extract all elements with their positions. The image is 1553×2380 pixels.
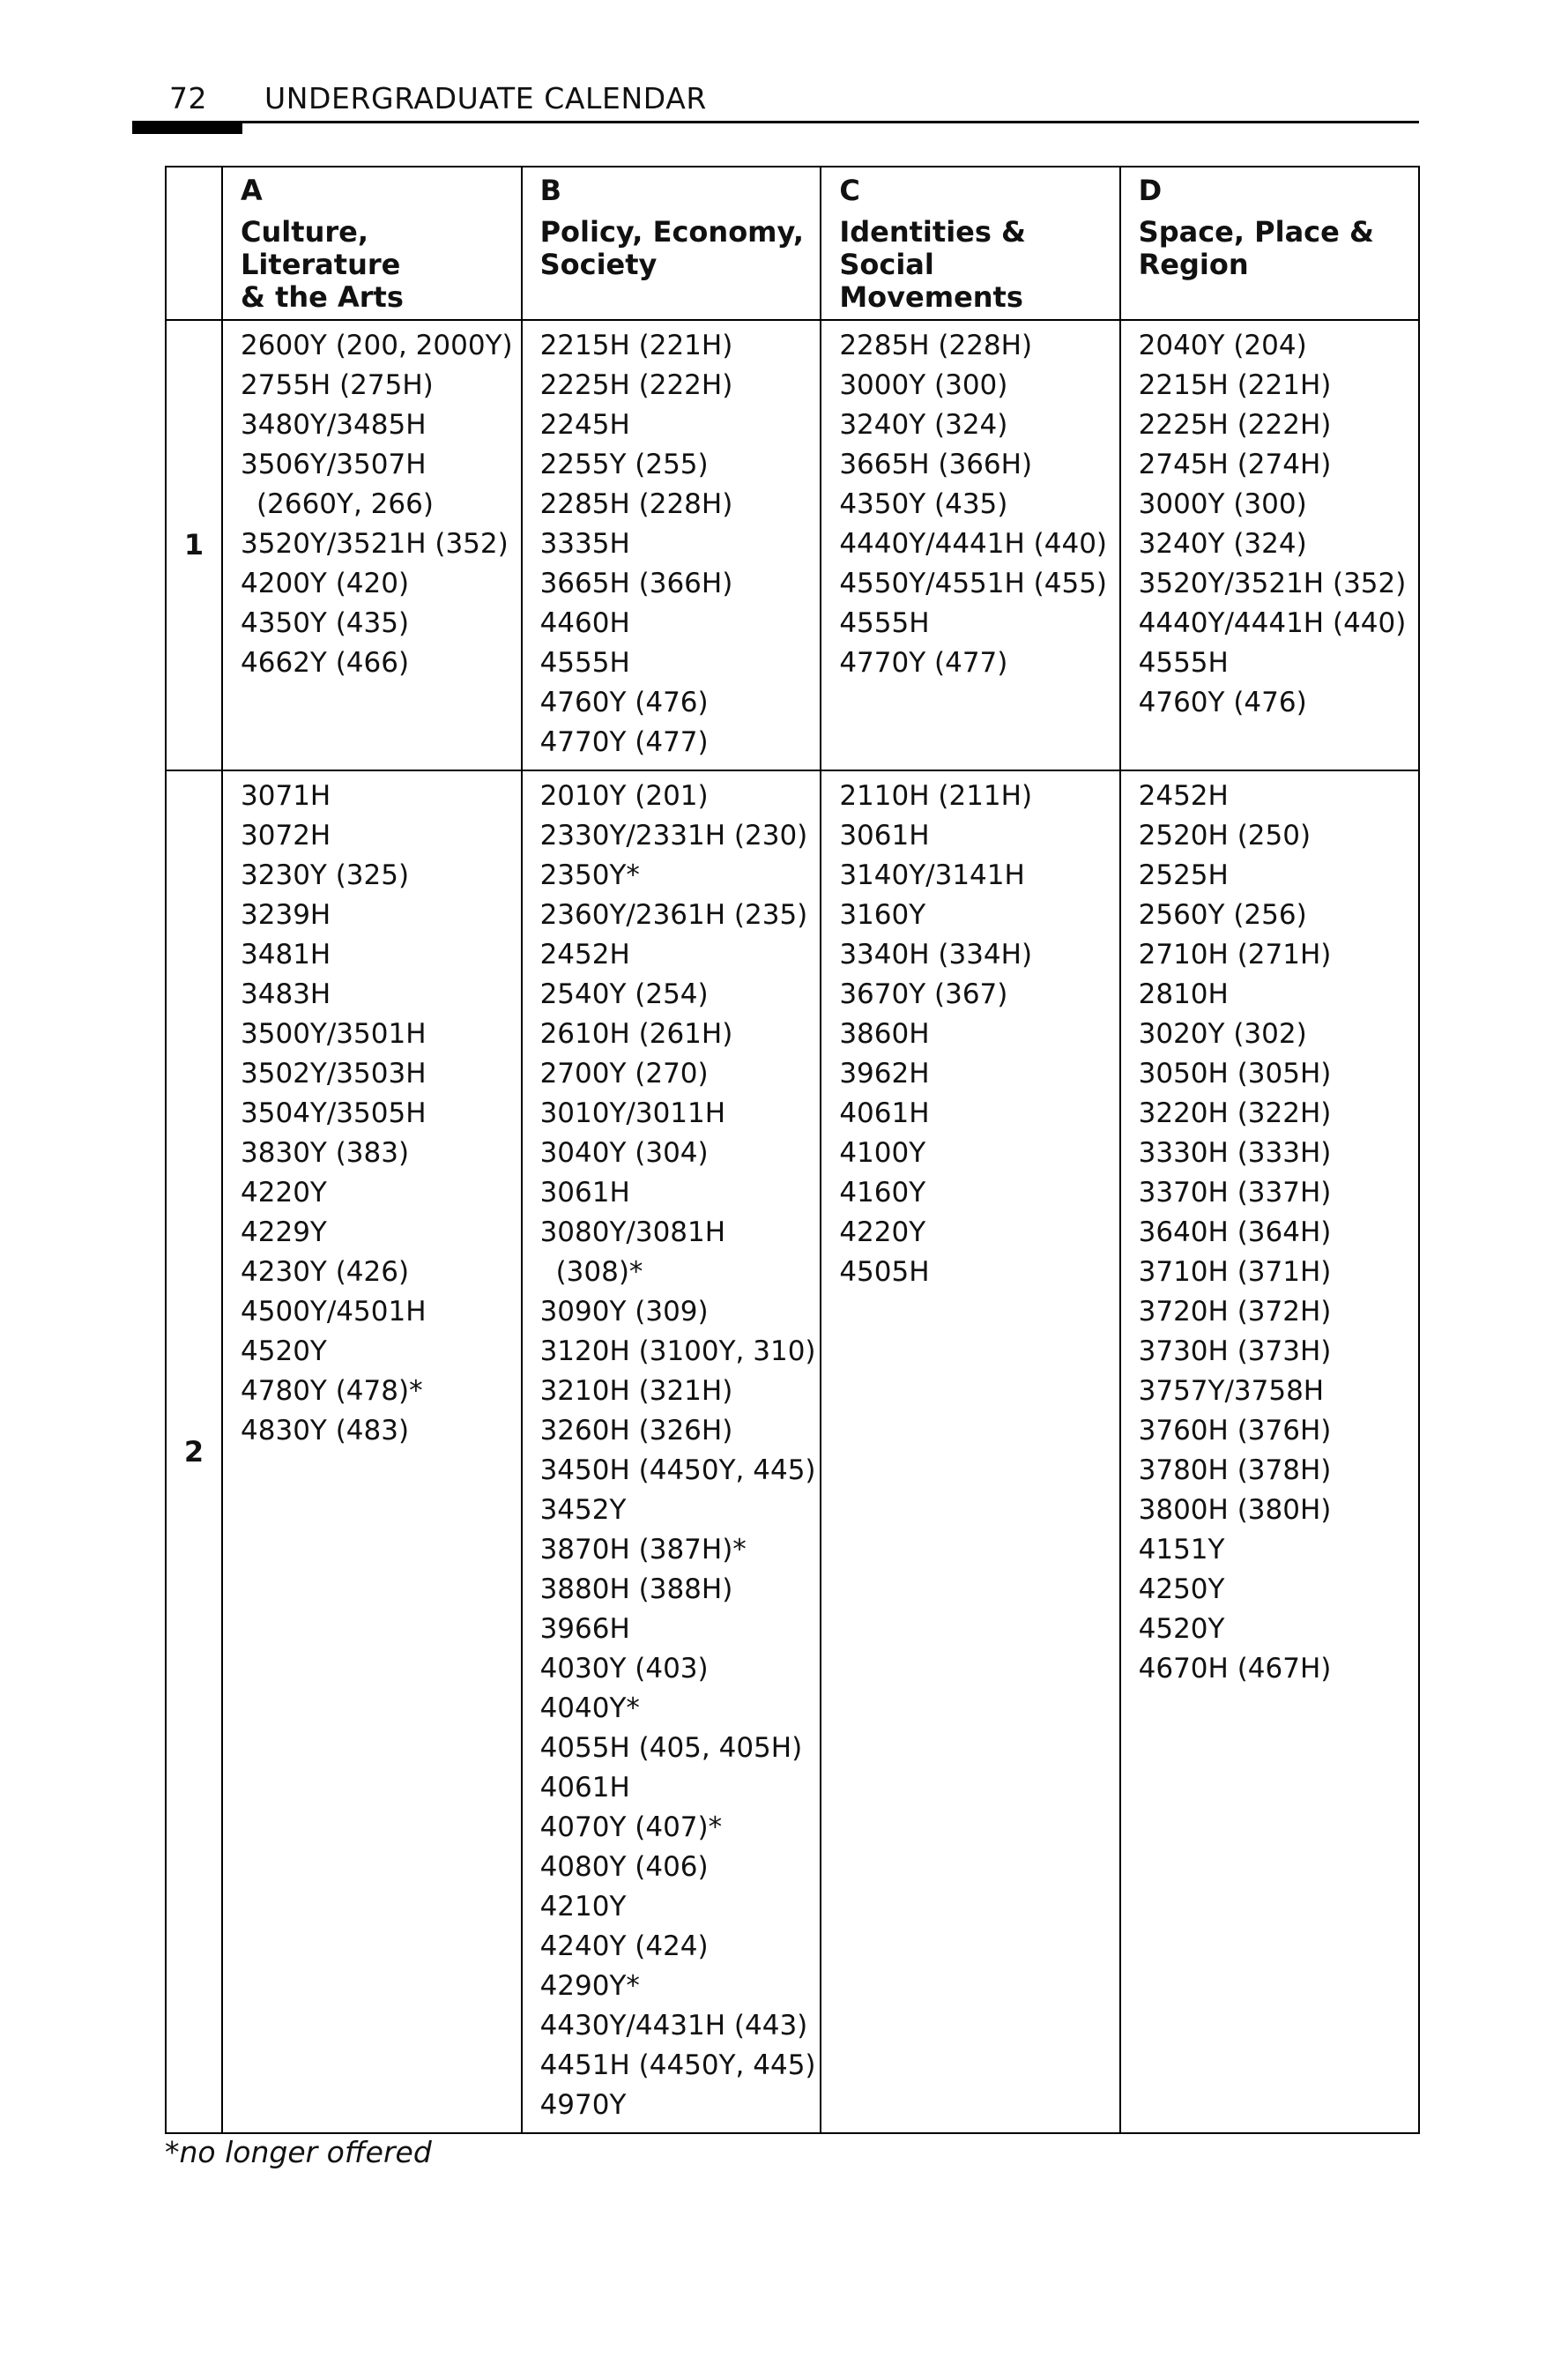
course-code: 2285H (228H) bbox=[539, 488, 733, 520]
course-code: 3061H bbox=[539, 1177, 630, 1209]
course-code: 3000Y (300) bbox=[1138, 488, 1307, 520]
course-code: 3500Y/3501H bbox=[241, 1018, 427, 1050]
course-code: 2215H (221H) bbox=[1138, 369, 1332, 401]
course-code: 2255Y (255) bbox=[539, 449, 709, 480]
course-code: 3240Y (324) bbox=[1138, 528, 1307, 560]
course-code: 3040Y (304) bbox=[539, 1137, 709, 1169]
course-cell bbox=[522, 320, 821, 770]
course-code: 4662Y (466) bbox=[241, 647, 410, 679]
course-code: 3670Y (367) bbox=[839, 978, 1008, 1010]
course-code: 2452H bbox=[1138, 780, 1229, 812]
course-code: 2710H (271H) bbox=[1138, 939, 1332, 971]
course-code: 4061H bbox=[539, 1772, 630, 1804]
course-code: 3335H bbox=[539, 528, 630, 560]
course-code: 4520Y bbox=[1138, 1613, 1225, 1645]
course-code: 3640H (364H) bbox=[1138, 1216, 1332, 1248]
course-code: 4770Y (477) bbox=[839, 647, 1008, 679]
course-code: 2810H bbox=[1138, 978, 1229, 1010]
course-code: 4160Y bbox=[839, 1177, 926, 1209]
course-code: 4250Y bbox=[1138, 1573, 1225, 1605]
running-title: UNDERGRADUATE CALENDAR bbox=[264, 81, 707, 115]
course-code: 4230Y (426) bbox=[241, 1256, 410, 1288]
course-code: 4350Y (435) bbox=[241, 607, 410, 639]
course-code: 4061H bbox=[839, 1097, 930, 1129]
row-label: 2 bbox=[166, 770, 222, 2133]
column-name-line2: & the Arts bbox=[241, 280, 404, 314]
course-code: 2540Y (254) bbox=[539, 978, 709, 1010]
column-letter: B bbox=[539, 174, 561, 207]
table-body bbox=[166, 320, 1419, 2133]
course-code: 3020Y (302) bbox=[1138, 1018, 1307, 1050]
course-code: 3830Y (383) bbox=[241, 1137, 410, 1169]
course-code: 3520Y/3521H (352) bbox=[241, 528, 509, 560]
course-code: 4830Y (483) bbox=[241, 1415, 410, 1447]
course-code: 4555H bbox=[539, 647, 630, 679]
course-code: 3140Y/3141H bbox=[839, 859, 1025, 891]
course-code: 2520H (250) bbox=[1138, 820, 1312, 852]
course-code: 4555H bbox=[839, 607, 930, 639]
course-cell bbox=[522, 770, 821, 2133]
page-header bbox=[132, 81, 1419, 120]
course-code: 3502Y/3503H bbox=[241, 1058, 427, 1090]
course-code: 2755H (275H) bbox=[241, 369, 434, 401]
course-code: 2452H bbox=[539, 939, 630, 971]
table-header-row bbox=[166, 167, 1419, 320]
column-name-line2: Region bbox=[1138, 248, 1249, 281]
course-code: 2350Y* bbox=[539, 859, 640, 891]
header-rule bbox=[132, 121, 1419, 123]
row-label: 1 bbox=[166, 320, 222, 770]
column-header-c bbox=[821, 167, 1119, 320]
course-code: 4440Y/4441H (440) bbox=[839, 528, 1108, 560]
course-code: 4550Y/4551H (455) bbox=[839, 568, 1108, 599]
course-cell bbox=[1120, 320, 1419, 770]
header-accent-bar bbox=[132, 123, 242, 134]
course-code: 3962H bbox=[839, 1058, 930, 1090]
course-code: 2040Y (204) bbox=[1138, 330, 1307, 361]
footnote: *no longer offered bbox=[165, 2135, 432, 2169]
course-code: 4220Y bbox=[241, 1177, 327, 1209]
column-header-d bbox=[1120, 167, 1419, 320]
course-code: 3230Y (325) bbox=[241, 859, 410, 891]
course-code: 4760Y (476) bbox=[1138, 687, 1307, 718]
course-code: 3800H (380H) bbox=[1138, 1494, 1332, 1526]
course-code: 3370H (337H) bbox=[1138, 1177, 1332, 1209]
course-code: 2225H (222H) bbox=[1138, 409, 1332, 441]
course-code: 4430Y/4431H (443) bbox=[539, 2010, 808, 2042]
course-code: 3071H bbox=[241, 780, 331, 812]
course-code: 3220H (322H) bbox=[1138, 1097, 1332, 1129]
course-code: 4055H (405, 405H) bbox=[539, 1732, 803, 1764]
course-code: 3757Y/3758H bbox=[1138, 1375, 1325, 1407]
course-cell bbox=[222, 770, 522, 2133]
course-code: 3710H (371H) bbox=[1138, 1256, 1332, 1288]
course-code: 3260H (326H) bbox=[539, 1415, 733, 1447]
course-code: 2010Y (201) bbox=[539, 780, 709, 812]
course-code: 2110H (211H) bbox=[839, 780, 1033, 812]
course-code: 2600Y (200, 2000Y) bbox=[241, 330, 513, 361]
column-letter: A bbox=[241, 174, 263, 207]
course-code: 4200Y (420) bbox=[241, 568, 410, 599]
course-code: 3730H (373H) bbox=[1138, 1335, 1332, 1367]
table-row bbox=[166, 770, 1419, 2133]
course-code: 4030Y (403) bbox=[539, 1653, 709, 1685]
course-code: 4290Y* bbox=[539, 1970, 640, 2002]
course-code: 4520Y bbox=[241, 1335, 327, 1367]
course-code: 2225H (222H) bbox=[539, 369, 733, 401]
course-code: 3239H bbox=[241, 899, 331, 931]
course-code: (2660Y, 266) bbox=[256, 488, 434, 520]
course-code: 4070Y (407)* bbox=[539, 1811, 723, 1843]
course-code: 3483H bbox=[241, 978, 331, 1010]
course-code: 2285H (228H) bbox=[839, 330, 1033, 361]
course-code: 4500Y/4501H bbox=[241, 1296, 427, 1328]
course-code: 3452Y bbox=[539, 1494, 627, 1526]
course-code: 4780Y (478)* bbox=[241, 1375, 423, 1407]
course-cell bbox=[821, 320, 1119, 770]
course-code: 3450H (4450Y, 445) bbox=[539, 1454, 816, 1486]
course-code: 4760Y (476) bbox=[539, 687, 709, 718]
column-name-line1: Identities & Social bbox=[839, 215, 1026, 281]
course-code: 3090Y (309) bbox=[539, 1296, 709, 1328]
course-code: 4505H bbox=[839, 1256, 930, 1288]
course-code: 4350Y (435) bbox=[839, 488, 1008, 520]
course-code: 2245H bbox=[539, 409, 630, 441]
course-code: 4555H bbox=[1138, 647, 1229, 679]
course-code: 3860H bbox=[839, 1018, 930, 1050]
table-row bbox=[166, 320, 1419, 770]
page-number: 72 bbox=[169, 81, 207, 115]
column-name-line2: Movements bbox=[839, 280, 1023, 314]
course-code: 3506Y/3507H bbox=[241, 449, 427, 480]
course-code: 3340H (334H) bbox=[839, 939, 1033, 971]
course-code: 4460H bbox=[539, 607, 630, 639]
course-code: 3481H bbox=[241, 939, 331, 971]
course-code: 3050H (305H) bbox=[1138, 1058, 1332, 1090]
course-code: 3010Y/3011H bbox=[539, 1097, 726, 1129]
course-code: 3080Y/3081H bbox=[539, 1216, 726, 1248]
course-code: 3330H (333H) bbox=[1138, 1137, 1332, 1169]
course-code: 2330Y/2331H (230) bbox=[539, 820, 808, 852]
course-code: 4770Y (477) bbox=[539, 726, 709, 758]
course-code: 3210H (321H) bbox=[539, 1375, 733, 1407]
course-code: 2360Y/2361H (235) bbox=[539, 899, 808, 931]
course-code: 2700Y (270) bbox=[539, 1058, 709, 1090]
course-code: 4229Y bbox=[241, 1216, 327, 1248]
course-code: 3120H (3100Y, 310) bbox=[539, 1335, 816, 1367]
course-code: 3780H (378H) bbox=[1138, 1454, 1332, 1486]
course-code: 3966H bbox=[539, 1613, 630, 1645]
course-code: 3880H (388H) bbox=[539, 1573, 733, 1605]
course-code: 4040Y* bbox=[539, 1692, 640, 1724]
column-name-line1: Space, Place & bbox=[1138, 215, 1374, 249]
course-code: 4220Y bbox=[839, 1216, 926, 1248]
course-code: (308)* bbox=[555, 1256, 643, 1288]
column-header-b bbox=[522, 167, 821, 320]
course-code: 2215H (221H) bbox=[539, 330, 733, 361]
course-code: 4240Y (424) bbox=[539, 1930, 709, 1962]
course-code: 4100Y bbox=[839, 1137, 926, 1169]
course-code: 3665H (366H) bbox=[839, 449, 1033, 480]
course-code: 3061H bbox=[839, 820, 930, 852]
course-code: 3480Y/3485H bbox=[241, 409, 427, 441]
column-letter: D bbox=[1138, 174, 1163, 207]
column-name-line1: Culture, Literature bbox=[241, 215, 401, 281]
course-code: 4670H (467H) bbox=[1138, 1653, 1332, 1685]
course-cell bbox=[222, 320, 522, 770]
course-code: 3160Y bbox=[839, 899, 926, 931]
course-code: 3870H (387H)* bbox=[539, 1534, 747, 1566]
course-code: 2745H (274H) bbox=[1138, 449, 1332, 480]
course-code: 3665H (366H) bbox=[539, 568, 733, 599]
table-corner-cell bbox=[166, 167, 222, 320]
course-code: 3240Y (324) bbox=[839, 409, 1008, 441]
column-name-line2: Society bbox=[539, 248, 658, 281]
course-code: 4080Y (406) bbox=[539, 1851, 709, 1883]
course-code: 4451H (4450Y, 445) bbox=[539, 2049, 816, 2081]
course-code: 2525H bbox=[1138, 859, 1229, 891]
course-code: 3000Y (300) bbox=[839, 369, 1008, 401]
course-code: 2610H (261H) bbox=[539, 1018, 733, 1050]
course-code: 3072H bbox=[241, 820, 331, 852]
column-letter: C bbox=[839, 174, 860, 207]
course-code: 2560Y (256) bbox=[1138, 899, 1307, 931]
course-code: 4440Y/4441H (440) bbox=[1138, 607, 1407, 639]
course-code: 3520Y/3521H (352) bbox=[1138, 568, 1407, 599]
course-cell bbox=[821, 770, 1119, 2133]
column-header-a bbox=[222, 167, 522, 320]
column-name-line1: Policy, Economy, bbox=[539, 215, 805, 249]
course-code: 3504Y/3505H bbox=[241, 1097, 427, 1129]
course-area-table bbox=[165, 166, 1420, 2134]
course-code: 3720H (372H) bbox=[1138, 1296, 1332, 1328]
course-cell bbox=[1120, 770, 1419, 2133]
course-code: 4970Y bbox=[539, 2089, 627, 2121]
course-code: 4210Y bbox=[539, 1891, 627, 1923]
course-code: 3760H (376H) bbox=[1138, 1415, 1332, 1447]
course-code: 4151Y bbox=[1138, 1534, 1225, 1566]
